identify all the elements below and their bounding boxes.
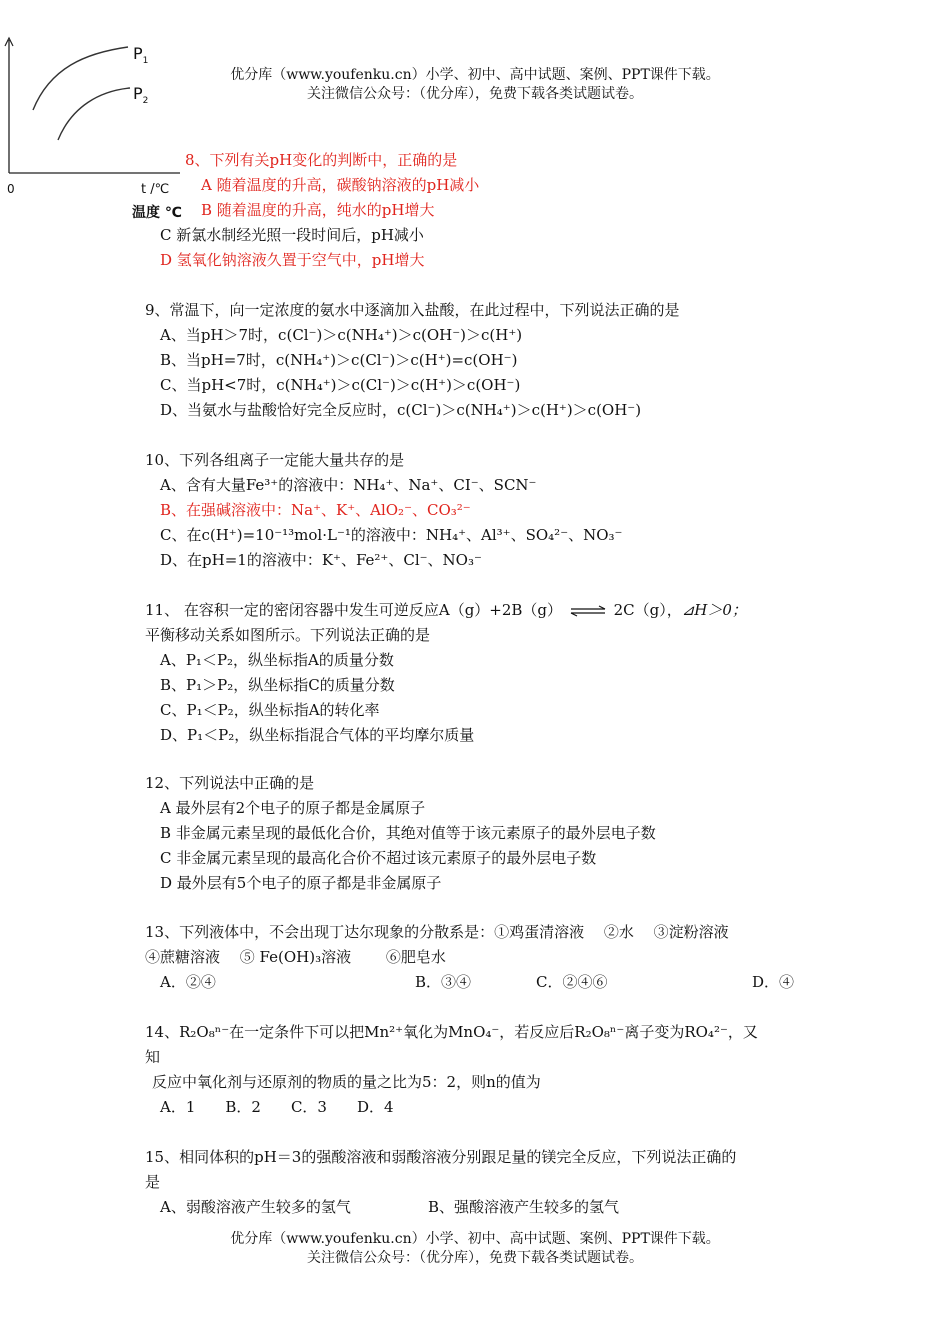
curve-p2 [58,88,130,140]
q13-option-d: D．④ [752,973,795,991]
header-line-2: 关注微信公众号：（优分库），免费下载各类试题试卷。 [307,86,643,102]
q11-stem-line1 [145,598,747,623]
pressure-temperature-graph [0,28,190,228]
q9-option-a: A、当pH＞7时，c(Cl⁻)＞c(NH₄⁺)＞c(OH⁻)＞c(H⁺) [160,326,523,344]
q11-stem-part-a: 11、 在容积一定的密闭容器中发生可逆反应A（g）+2B（g） [145,601,563,619]
delta-symbol: ⊿ [681,601,695,619]
q10-option-b: B、在强碱溶液中：Na⁺、K⁺、AlO₂⁻、CO₃²⁻ [160,501,471,519]
x-unit-label: t /℃ [141,182,170,197]
q9-stem: 9、常温下，向一定浓度的氨水中逐滴加入盐酸，在此过程中，下列说法正确的是 [145,301,680,319]
q9-option-d: D、当氨水与盐酸恰好完全反应时，c(Cl⁻)＞c(NH₄⁺)＞c(H⁺)＞c(OH⁻) [160,401,642,419]
q11-stem-part-b: 2C（g）， [613,601,682,619]
q10-option-a: A、含有大量Fe³⁺的溶液中：NH₄⁺、Na⁺、CI⁻、SCN⁻ [160,476,537,494]
q8-option-b: B 随着温度的升高，纯水的pH增大 [201,201,435,219]
q15-stem-line1: 15、相同体积的pH＝3的强酸溶液和弱酸溶液分别跟足量的镁完全反应，下列说法正确的 [145,1148,737,1166]
curve-p1 [33,47,128,110]
q11-option-d: D、P₁＜P₂，纵坐标指混合气体的平均摩尔质量 [160,726,475,744]
q12-stem: 12、下列说法中正确的是 [145,774,315,792]
origin-label: 0 [7,182,15,196]
q10-option-d: D、在pH=1的溶液中：K⁺、Fe²⁺、Cl⁻、NO₃⁻ [160,551,482,569]
q14-stem-line3: 反应中氧化剂与还原剂的物质的量之比为5：2，则n的值为 [152,1073,541,1091]
q8-option-d: D 氢氧化钠溶液久置于空气中，pH增大 [160,251,425,269]
q10-option-c: C、在c(H⁺)=10⁻¹³mol·L⁻¹的溶液中：NH₄⁺、Al³⁺、SO₄²⁻、NO₃⁻ [160,526,623,544]
q12-option-b: B 非金属元素呈现的最低化合价，其绝对值等于该元素原子的最外层电子数 [160,824,656,842]
q11-option-b: B、P₁＞P₂，纵坐标指C的质量分数 [160,676,395,694]
q15-stem-line2: 是 [145,1173,161,1191]
q13-option-c: C．②④⑥ [536,973,608,991]
footer-line-2: 关注微信公众号：（优分库），免费下载各类试题试卷。 [307,1250,643,1266]
q15-option-a: A、弱酸溶液产生较多的氢气 [160,1198,351,1216]
q11-stem-part-c: H＞0； [694,601,747,619]
q9-option-b: B、当pH=7时，c(NH₄⁺)＞c(Cl⁻)＞c(H⁺)=c(OH⁻) [160,351,518,369]
q8-stem: 8、下列有关pH变化的判断中，正确的是 [185,151,458,169]
q15-option-b: B、强酸溶液产生较多的氢气 [428,1198,620,1216]
q14-stem-line2: 知 [145,1048,161,1066]
footer-line-1: 优分库（www.youfenku.cn）小学、初中、高中试题、案例、PPT课件下载。 [230,1231,720,1247]
p1-label: $P_1$ [133,44,149,67]
q11-stem-line2: 平衡移动关系如图所示。下列说法正确的是 [145,626,431,644]
q8-option-a: A 随着温度的升高，碳酸钠溶液的pH减小 [201,176,480,194]
x-axis-label: 温度 ℃ [132,205,182,221]
q12-option-a: A 最外层有2个电子的原子都是金属原子 [160,799,426,817]
equilibrium-arrow-icon [569,605,607,617]
q14-stem-line1: 14、R₂O₈ⁿ⁻在一定条件下可以把Mn²⁺氧化为MnO₄⁻，若反应后R₂O₈ⁿ⁻离子变为RO₄²⁻，又 [145,1023,758,1041]
q12-option-c: C 非金属元素呈现的最高化合价不超过该元素原子的最外层电子数 [160,849,597,867]
q11-option-c: C、P₁＜P₂，纵坐标指A的转化率 [160,701,380,719]
q12-option-d: D 最外层有5个电子的原子都是非金属原子 [160,874,442,892]
q14-options: A．1 B．2 C．3 D．4 [160,1098,394,1116]
q13-option-b: B．③④ [415,973,472,991]
q13-option-a: A．②④ [160,973,216,991]
q9-option-c: C、当pH<7时，c(NH₄⁺)＞c(Cl⁻)＞c(H⁺)＞c(OH⁻) [160,376,521,394]
header-line-1: 优分库（www.youfenku.cn）小学、初中、高中试题、案例、PPT课件下载。 [230,67,720,83]
q8-option-c: C 新氯水制经光照一段时间后，pH减小 [160,226,424,244]
q13-stem-line1: 13、下列液体中，不会出现丁达尔现象的分散系是：①鸡蛋清溶液 ②水 ③淀粉溶液 [145,923,729,941]
q13-stem-line2: ④蔗糖溶液 ⑤ Fe(OH)₃溶液 ⑥肥皂水 [145,948,446,966]
p2-label: $P_2$ [133,84,149,107]
q10-stem: 10、下列各组离子一定能大量共存的是 [145,451,405,469]
q11-option-a: A、P₁＜P₂，纵坐标指A的质量分数 [160,651,394,669]
